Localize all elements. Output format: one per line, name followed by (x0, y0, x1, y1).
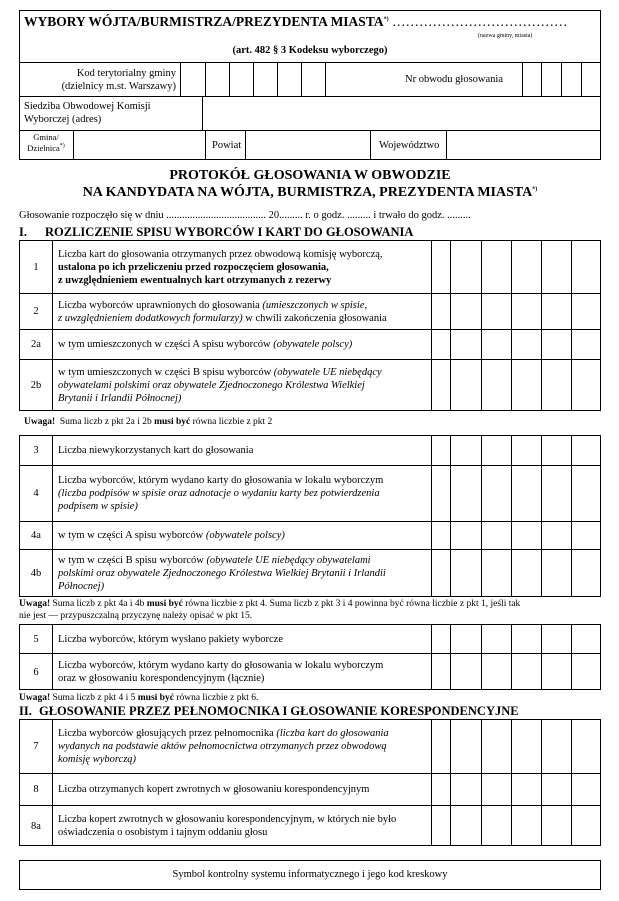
row-8a-description: Liczba kopert zwrotnych w głosowaniu korespondencyjnym, w których nie było oświadczenia o osobistym i tajnym oddaniu głosu (58, 814, 397, 838)
gmina-field[interactable] (74, 131, 204, 159)
note-1: Uwaga! Suma liczb z pkt 2a i 2b musi być równa liczbie z pkt 2 (24, 417, 273, 427)
row-2-value-cells[interactable] (451, 294, 600, 329)
row-number: 8 (33, 784, 39, 795)
row-8a-value-cells[interactable] (451, 806, 600, 846)
row-6-value-cells[interactable] (451, 654, 600, 690)
district-number-label: Nr obwodu głosowania (405, 74, 503, 85)
row-5-description: Liczba wyborców, którym wysłano pakiety wyborcze (58, 633, 283, 645)
row-8-value-cells[interactable] (451, 774, 600, 805)
gmina-label: Gmina/ Dzielnica*) (27, 132, 65, 153)
note-3: Uwaga! Suma liczb z pkt 4 i 5 musi być równa liczbie z pkt 6. (19, 693, 259, 703)
row-number: 5 (33, 633, 39, 645)
row-4a-description: w tym w części A spisu wyborców (obywatele polscy) (58, 530, 285, 541)
row-8-description: Liczba otrzymanych kopert zwrotnych w głosowaniu korespondencyjnym (58, 784, 370, 795)
row-number: 6 (33, 666, 39, 678)
municipality-name-hint: (nazwa gminy, miasta) (478, 33, 533, 39)
legal-basis: (art. 482 § 3 Kodeksu wyborczego) (232, 45, 388, 56)
section-2-heading: II. GŁOSOWANIE PRZEZ PEŁNOMOCNIKA I GŁOSOWANIE KORESPONDENCYJNE (19, 704, 519, 718)
voting-time-line[interactable]: Głosowanie rozpoczęło się w dniu ...................................... 20......... r. o godz. ......... i trwało do godz. ......... (19, 210, 471, 221)
row-2a-value-cells[interactable] (451, 330, 600, 359)
protocol-title: PROTOKÓŁ GŁOSOWANIA W OBWODZIE NA KANDYDATA NA WÓJTA, BURMISTRZA, PREZYDENTA MIASTA*) (82, 168, 538, 200)
row-5-value-cells[interactable] (451, 625, 600, 653)
row-number: 4b (30, 568, 42, 579)
row-1-value-cells[interactable] (451, 241, 600, 293)
powiat-field[interactable] (246, 131, 368, 159)
wojewodztwo-label: Województwo (379, 140, 440, 151)
row-number: 7 (33, 741, 39, 752)
section-1-heading: I. ROZLICZENIE SPISU WYBORCÓW I KART DO GŁOSOWANIA (19, 225, 414, 239)
note-2: Uwaga! Suma liczb z pkt 4a i 4b musi być równa liczbie z pkt 4. Suma liczb z pkt 3 i 4 powinna być równa liczbie z pkt 1, jeśli tak nie jest — przypuszczalną przyczynę należy opisać w pkt 15. (19, 599, 521, 621)
row-number: 1 (33, 261, 39, 273)
election-title: WYBORY WÓJTA/BURMISTRZA/PREZYDENTA MIASTA*) ………………………………… (24, 14, 568, 29)
row-6-description: Liczba wyborców, którym wydano karty do głosowania w lokalu wyborczym oraz w głosowaniu korespondencyjnym (łącznie) (58, 660, 384, 684)
powiat-label: Powiat (212, 140, 242, 151)
row-number: 4 (33, 488, 39, 499)
commission-seat-field[interactable] (203, 97, 600, 129)
row-4b-description: w tym w części B spisu wyborców (obywatele UE niebędący obywatelami polskimi oraz obywatele Zjednoczonego Królestwa Wielkiej Brytanii i Irlandii Północnej) (58, 555, 386, 592)
row-2b-description: w tym umieszczonych w części B spisu wyborców (obywatele UE niebędący obywatelami polskimi oraz obywatele Zjednoczonego Królestwa Wielkiej Brytanii i Irlandii Północnej) (58, 367, 382, 404)
row-2a-description: w tym umieszczonych w części A spisu wyborców (obywatele polscy) (58, 339, 353, 350)
row-7-value-cells[interactable] (451, 720, 600, 773)
row-7-description: Liczba wyborców głosujących przez pełnomocnika (liczba kart do głosowania wydanych na podstawie aktów pełnomocnictwa otrzymanych przez obwodową komisję wyborczą) (58, 728, 389, 765)
row-3-value-cells[interactable] (451, 436, 600, 465)
row-number: 2a (31, 339, 41, 350)
row-number: 2b (30, 380, 42, 391)
row-1-description: Liczba kart do głosowania otrzymanych przez obwodową komisję wyborczą, ustalona po ich przeliczeniu przed rozpoczęciem głosowania, z uwzględnieniem ewentualnych kart otrzymanych z rezerwy (58, 248, 383, 286)
row-number: 3 (33, 445, 39, 456)
row-4a-value-cells[interactable] (451, 522, 600, 549)
row-number: 4a (31, 530, 41, 541)
row-number: 2 (33, 306, 39, 317)
territorial-code-label: Kod terytorialny gminy (dzielnicy m.st. Warszawy) (61, 68, 176, 92)
row-2b-value-cells[interactable] (451, 360, 600, 411)
barcode-label: Symbol kontrolny systemu informatycznego i jego kod kreskowy (172, 869, 448, 880)
row-number: 8a (31, 820, 41, 832)
row-2-description: Liczba wyborców uprawnionych do głosowania (umieszczonych w spisie, z uwzględnieniem dodatkowych formularzy) w chwili zakończenia głosowania (58, 299, 387, 324)
row-3-description: Liczba niewykorzystanych kart do głosowania (58, 445, 254, 456)
row-4-description: Liczba wyborców, którym wydano karty do głosowania w lokalu wyborczym (liczba podpisów w spisie oraz adnotacje o wydaniu karty bez potwierdzenia podpisem w spisie) (58, 475, 384, 512)
wojewodztwo-field[interactable] (447, 131, 600, 159)
row-4b-value-cells[interactable] (451, 550, 600, 597)
commission-seat-label: Siedziba Obwodowej Komisji Wyborczej (adres) (24, 101, 151, 125)
row-4-value-cells[interactable] (451, 466, 600, 521)
